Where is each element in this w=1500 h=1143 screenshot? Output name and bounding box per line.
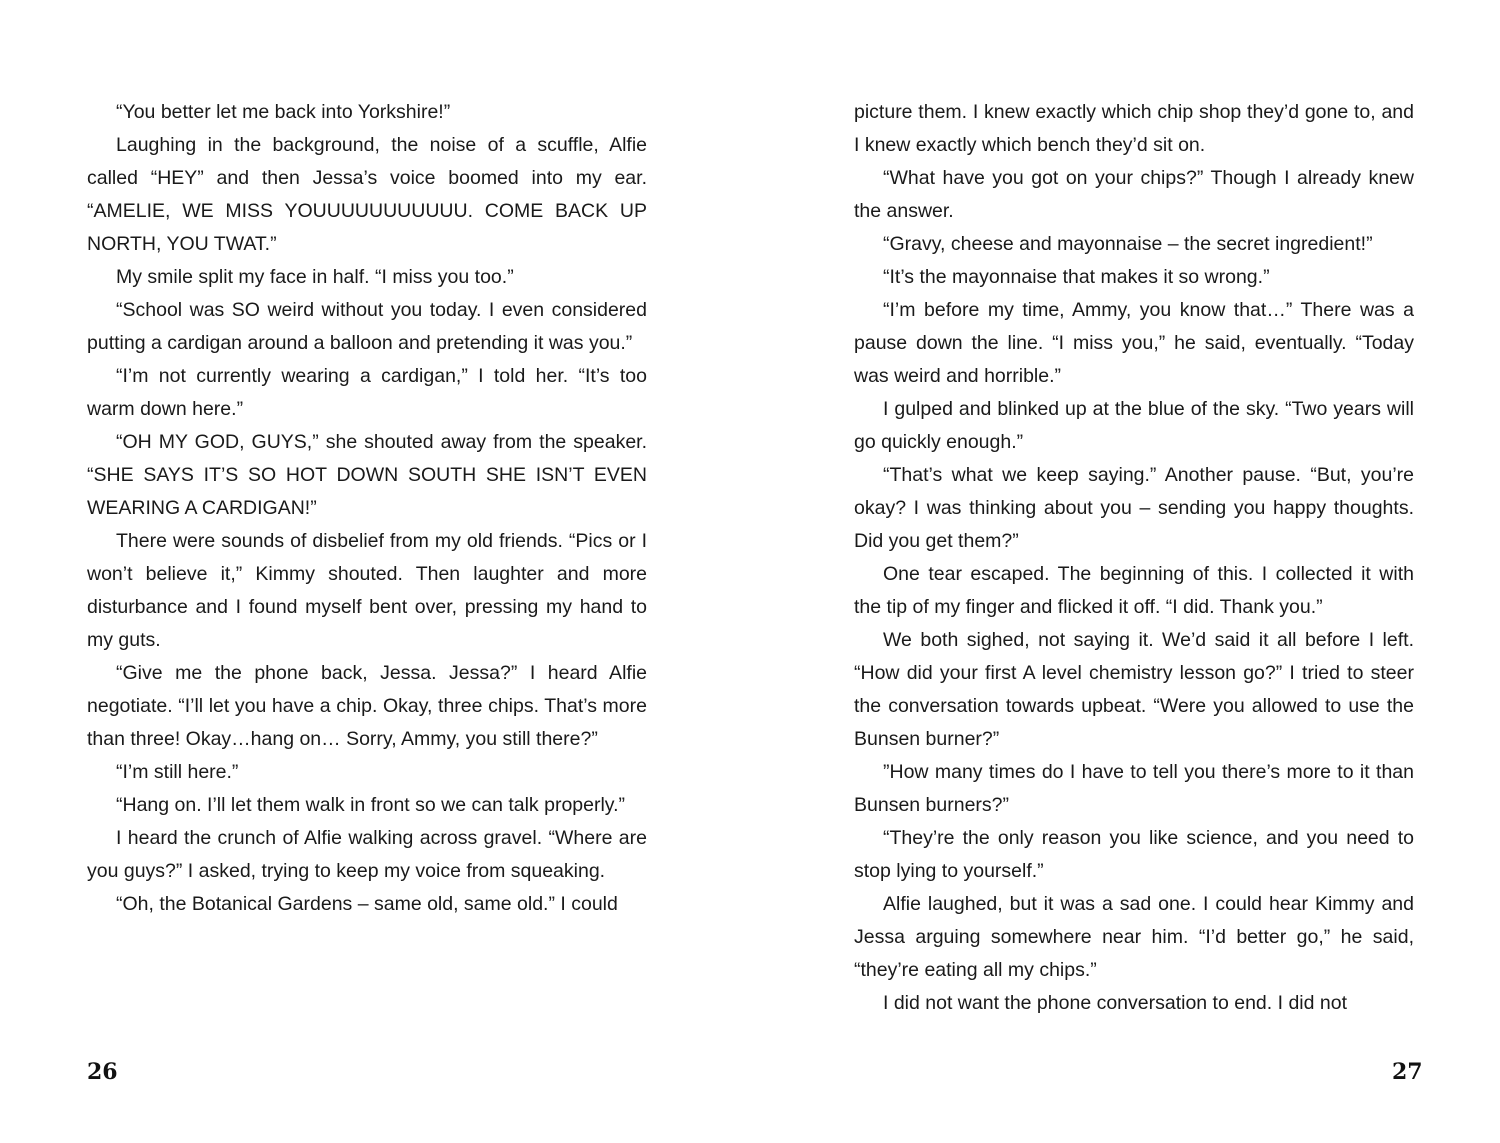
paragraph: I did not want the phone conversation to end. I did not [883, 992, 1347, 1014]
left-page-text [87, 96, 647, 921]
paragraph: “I’m before my time, Ammy, you know that…” There was a pause down the line. “I miss you,” he said, eventually. “Today was weird and horrible.” [854, 299, 1414, 387]
paragraph: “School was SO weird without you today. I even considered putting a cardigan around a balloon and pretending it was you.” [87, 299, 647, 354]
paragraph: ”How many times do I have to tell you there’s more to it than Bunsen burners?” [854, 761, 1414, 816]
paragraph: “Oh, the Botanical Gardens – same old, same old.” I could [116, 893, 618, 915]
paragraph: “Give me the phone back, Jessa. Jessa?” I heard Alfie negotiate. “I’ll let you have a chip. Okay, three chips. That’s more than three! Okay…hang on… Sorry, Ammy, you still there?” [87, 662, 647, 750]
page-number: 27 [1392, 1059, 1423, 1085]
paragraph: “What have you got on your chips?” Though I already knew the answer. [854, 167, 1414, 222]
paragraph: There were sounds of disbelief from my old friends. “Pics or I won’t believe it,” Kimmy shouted. Then laughter and more disturbance and I found myself bent over, pressing my hand to my guts. [87, 530, 647, 651]
paragraph: My smile split my face in half. “I miss you too.” [116, 266, 514, 288]
paragraph: “I’m still here.” [116, 761, 239, 783]
paragraph: Laughing in the background, the noise of a scuffle, Alfie called “HEY” and then Jessa’s voice boomed into my ear. “AMELIE, WE MISS YOUUUUUUUUUUU. COME BACK UP NORTH, YOU TWAT.” [87, 134, 647, 255]
paragraph: “They’re the only reason you like science, and you need to stop lying to yourself.” [854, 827, 1414, 882]
paragraph: “That’s what we keep saying.” Another pause. “But, you’re okay? I was thinking about you – sending you happy thoughts. Did you get them?” [854, 464, 1414, 552]
paragraph: I gulped and blinked up at the blue of the sky. “Two years will go quickly enough.” [854, 398, 1414, 453]
paragraph: “It’s the mayonnaise that makes it so wrong.” [883, 266, 1270, 288]
paragraph: Alfie laughed, but it was a sad one. I could hear Kimmy and Jessa arguing somewhere near him. “I’d better go,” he said, “they’re eating all my chips.” [854, 893, 1414, 981]
paragraph: “You better let me back into Yorkshire!” [116, 101, 451, 123]
paragraph: “I’m not currently wearing a cardigan,” I told her. “It’s too warm down here.” [87, 365, 647, 420]
paragraph: I heard the crunch of Alfie walking across gravel. “Where are you guys?” I asked, trying to keep my voice from squeaking. [87, 827, 647, 882]
paragraph: One tear escaped. The beginning of this. I collected it with the tip of my finger and flicked it off. “I did. Thank you.” [854, 563, 1414, 618]
paragraph: “Hang on. I’ll let them walk in front so we can talk properly.” [116, 794, 626, 816]
paragraph: “OH MY GOD, GUYS,” she shouted away from the speaker. “SHE SAYS IT’S SO HOT DOWN SOUTH SHE ISN’T EVEN WEARING A CARDIGAN!” [87, 431, 647, 519]
right-page-text [854, 96, 1414, 1020]
page-number: 26 [87, 1059, 118, 1085]
right-page [750, 0, 1500, 1143]
paragraph: “Gravy, cheese and mayonnaise – the secret ingredient!” [883, 233, 1373, 255]
paragraph-continuation: picture them. I knew exactly which chip shop they’d gone to, and I knew exactly which bench they’d sit on. [854, 101, 1414, 156]
paragraph: We both sighed, not saying it. We’d said it all before I left. “How did your first A level chemistry lesson go?” I tried to steer the conversation towards upbeat. “Were you allowed to use the Bunsen burner?” [854, 629, 1414, 750]
